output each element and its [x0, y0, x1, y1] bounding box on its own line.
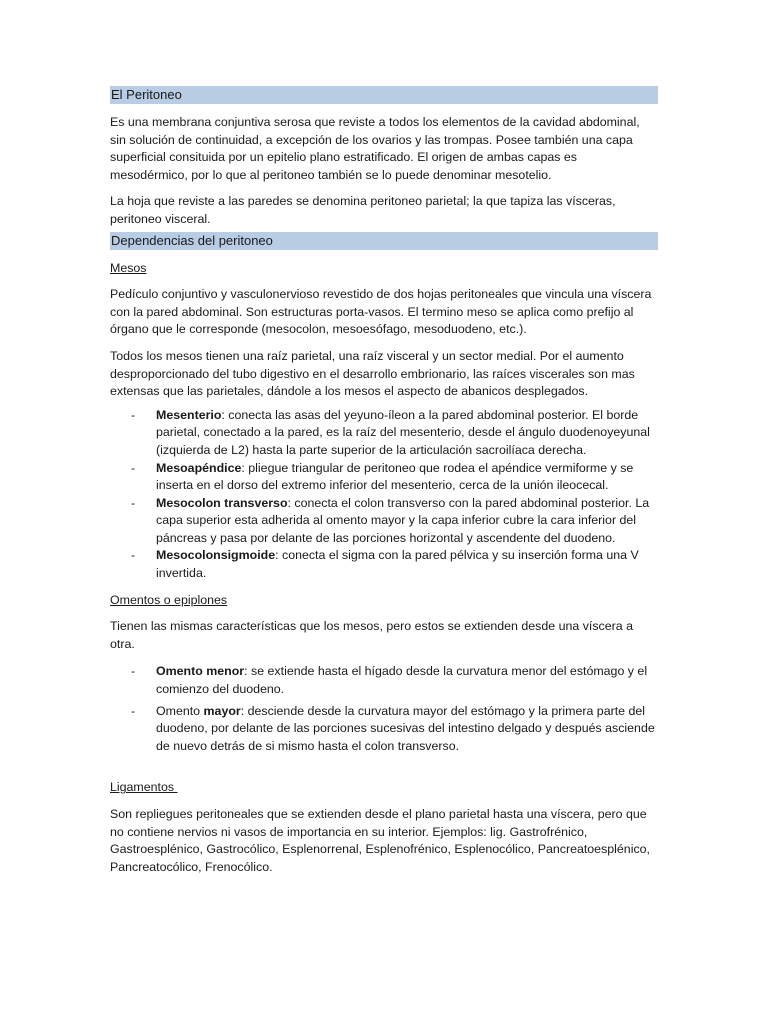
section-heading-dependencias: Dependencias del peritoneo	[110, 232, 658, 250]
omentos-paragraph: Tienen las mismas características que los mesos, pero estos se extienden desde una víscera a otra.	[110, 619, 633, 651]
dash-bullet: -	[131, 548, 136, 563]
definition-text: : pliegue triangular de peritoneo que rodea el apéndice vermiforme y se inserta en el dorso del extremo inferior del mesenterio, cerca de la unión ileocecal.	[156, 460, 634, 493]
dash-bullet: -	[131, 460, 136, 475]
definition-text: : conecta el sigma con la pared pélvica y su inserción forma una V invertida.	[156, 548, 639, 581]
definition-text: : se extiende hasta el hígado desde la curvatura menor del estómago y el comienzo del duodeno.	[156, 664, 648, 697]
dash-bullet: -	[131, 664, 136, 679]
definition-text: : desciende desde la curvatura mayor del estómago y la primera parte del duodeno, por delante de las porciones sucesivas del intestino delgado y después asciende de nuevo detrás de si mismo hasta el colon transverso.	[156, 703, 655, 753]
definition-text: : conecta las asas del yeyuno-íleon a la pared abdominal posterior. El borde parietal, conectado a la pared, es la raíz del mesenterio, desde el ángulo duodenoyeyunal (izquierda de L2) hasta la parte superior de la articulación sacroilíaca derecha.	[156, 407, 650, 457]
dash-bullet: -	[131, 407, 136, 422]
list-item	[110, 460, 658, 495]
dash-bullet: -	[131, 495, 136, 510]
definition-text: : conecta el colon transverso con la pared abdominal posterior. La capa superior esta adherida al omento mayor y la capa inferior cubre la cara inferior del páncreas y pasa por delante de las porciones horizontal y ascendente del duodeno.	[156, 495, 650, 545]
section-heading-peritoneo: El Peritoneo	[110, 86, 658, 104]
subheading-omentos: Omentos o epiplones	[110, 592, 228, 607]
list-item	[110, 703, 658, 756]
term-mesocolonsigmoide: Mesocolonsigmoide	[156, 548, 276, 563]
list-item	[110, 663, 658, 698]
intro-paragraph-1: Es una membrana conjuntiva serosa que reviste a todos los elementos de la cavidad abdominal, sin solución de continuidad, a excepción de los ovarios y las trompas. Posee también una capa superficial consituida por un epitelio plano estratificado. El origen de ambas capas es mesodérmico, por lo que al peritoneo también se lo puede denominar mesotelio.	[110, 115, 640, 182]
term-mesenterio: Mesenterio	[156, 407, 222, 422]
mesos-paragraph-1: Pedículo conjuntivo y vasculonervioso revestido de dos hojas peritoneales que vincula una víscera con la pared abdominal. Son estructuras porta-vasos. El termino meso se aplica como prefijo al órgano que le corresponde (mesocolon, mesoesófago, mesoduodeno, etc.).	[110, 287, 652, 337]
list-item	[110, 407, 658, 460]
term-prefix: Omento	[156, 703, 204, 718]
subheading-mesos: Mesos	[110, 260, 147, 275]
list-item	[110, 495, 658, 548]
omentos-list	[110, 663, 658, 755]
term-mesoapendice: Mesoapéndice	[156, 460, 242, 475]
term-mayor: mayor	[203, 703, 241, 718]
term-mesocolon-transverso: Mesocolon transverso	[156, 495, 288, 510]
intro-paragraph-2: La hoja que reviste a las paredes se denomina peritoneo parietal; la que tapiza las vísceras, peritoneo visceral.	[110, 194, 616, 226]
mesos-paragraph-2: Todos los mesos tienen una raíz parietal, una raíz visceral y un sector medial. Por el aumento desproporcionado del tubo digestivo en el desarrollo embrionario, las raíces viscerales son mas extensas que las parietales, dándole a los mesos el aspecto de abanicos desplegados.	[110, 348, 635, 399]
dash-bullet: -	[131, 703, 136, 718]
list-item	[110, 547, 658, 582]
ligamentos-paragraph: Son repliegues peritoneales que se extienden desde el plano parietal hasta una víscera, pero que no contiene nervios ni vasos de importancia en su interior. Ejemplos: lig. Gastrofrénico, Gastroesplénico, Gastrocólico, Esplenorrenal, Esplenofrénico, Esplenocólico, Pancreatoesplénico, Pancreatocólico, Frenocólico.	[110, 807, 650, 874]
subheading-ligamentos: Ligamentos	[110, 780, 178, 795]
term-omento-menor: Omento menor	[156, 664, 245, 679]
document-page	[110, 86, 658, 885]
mesos-list	[110, 407, 658, 583]
